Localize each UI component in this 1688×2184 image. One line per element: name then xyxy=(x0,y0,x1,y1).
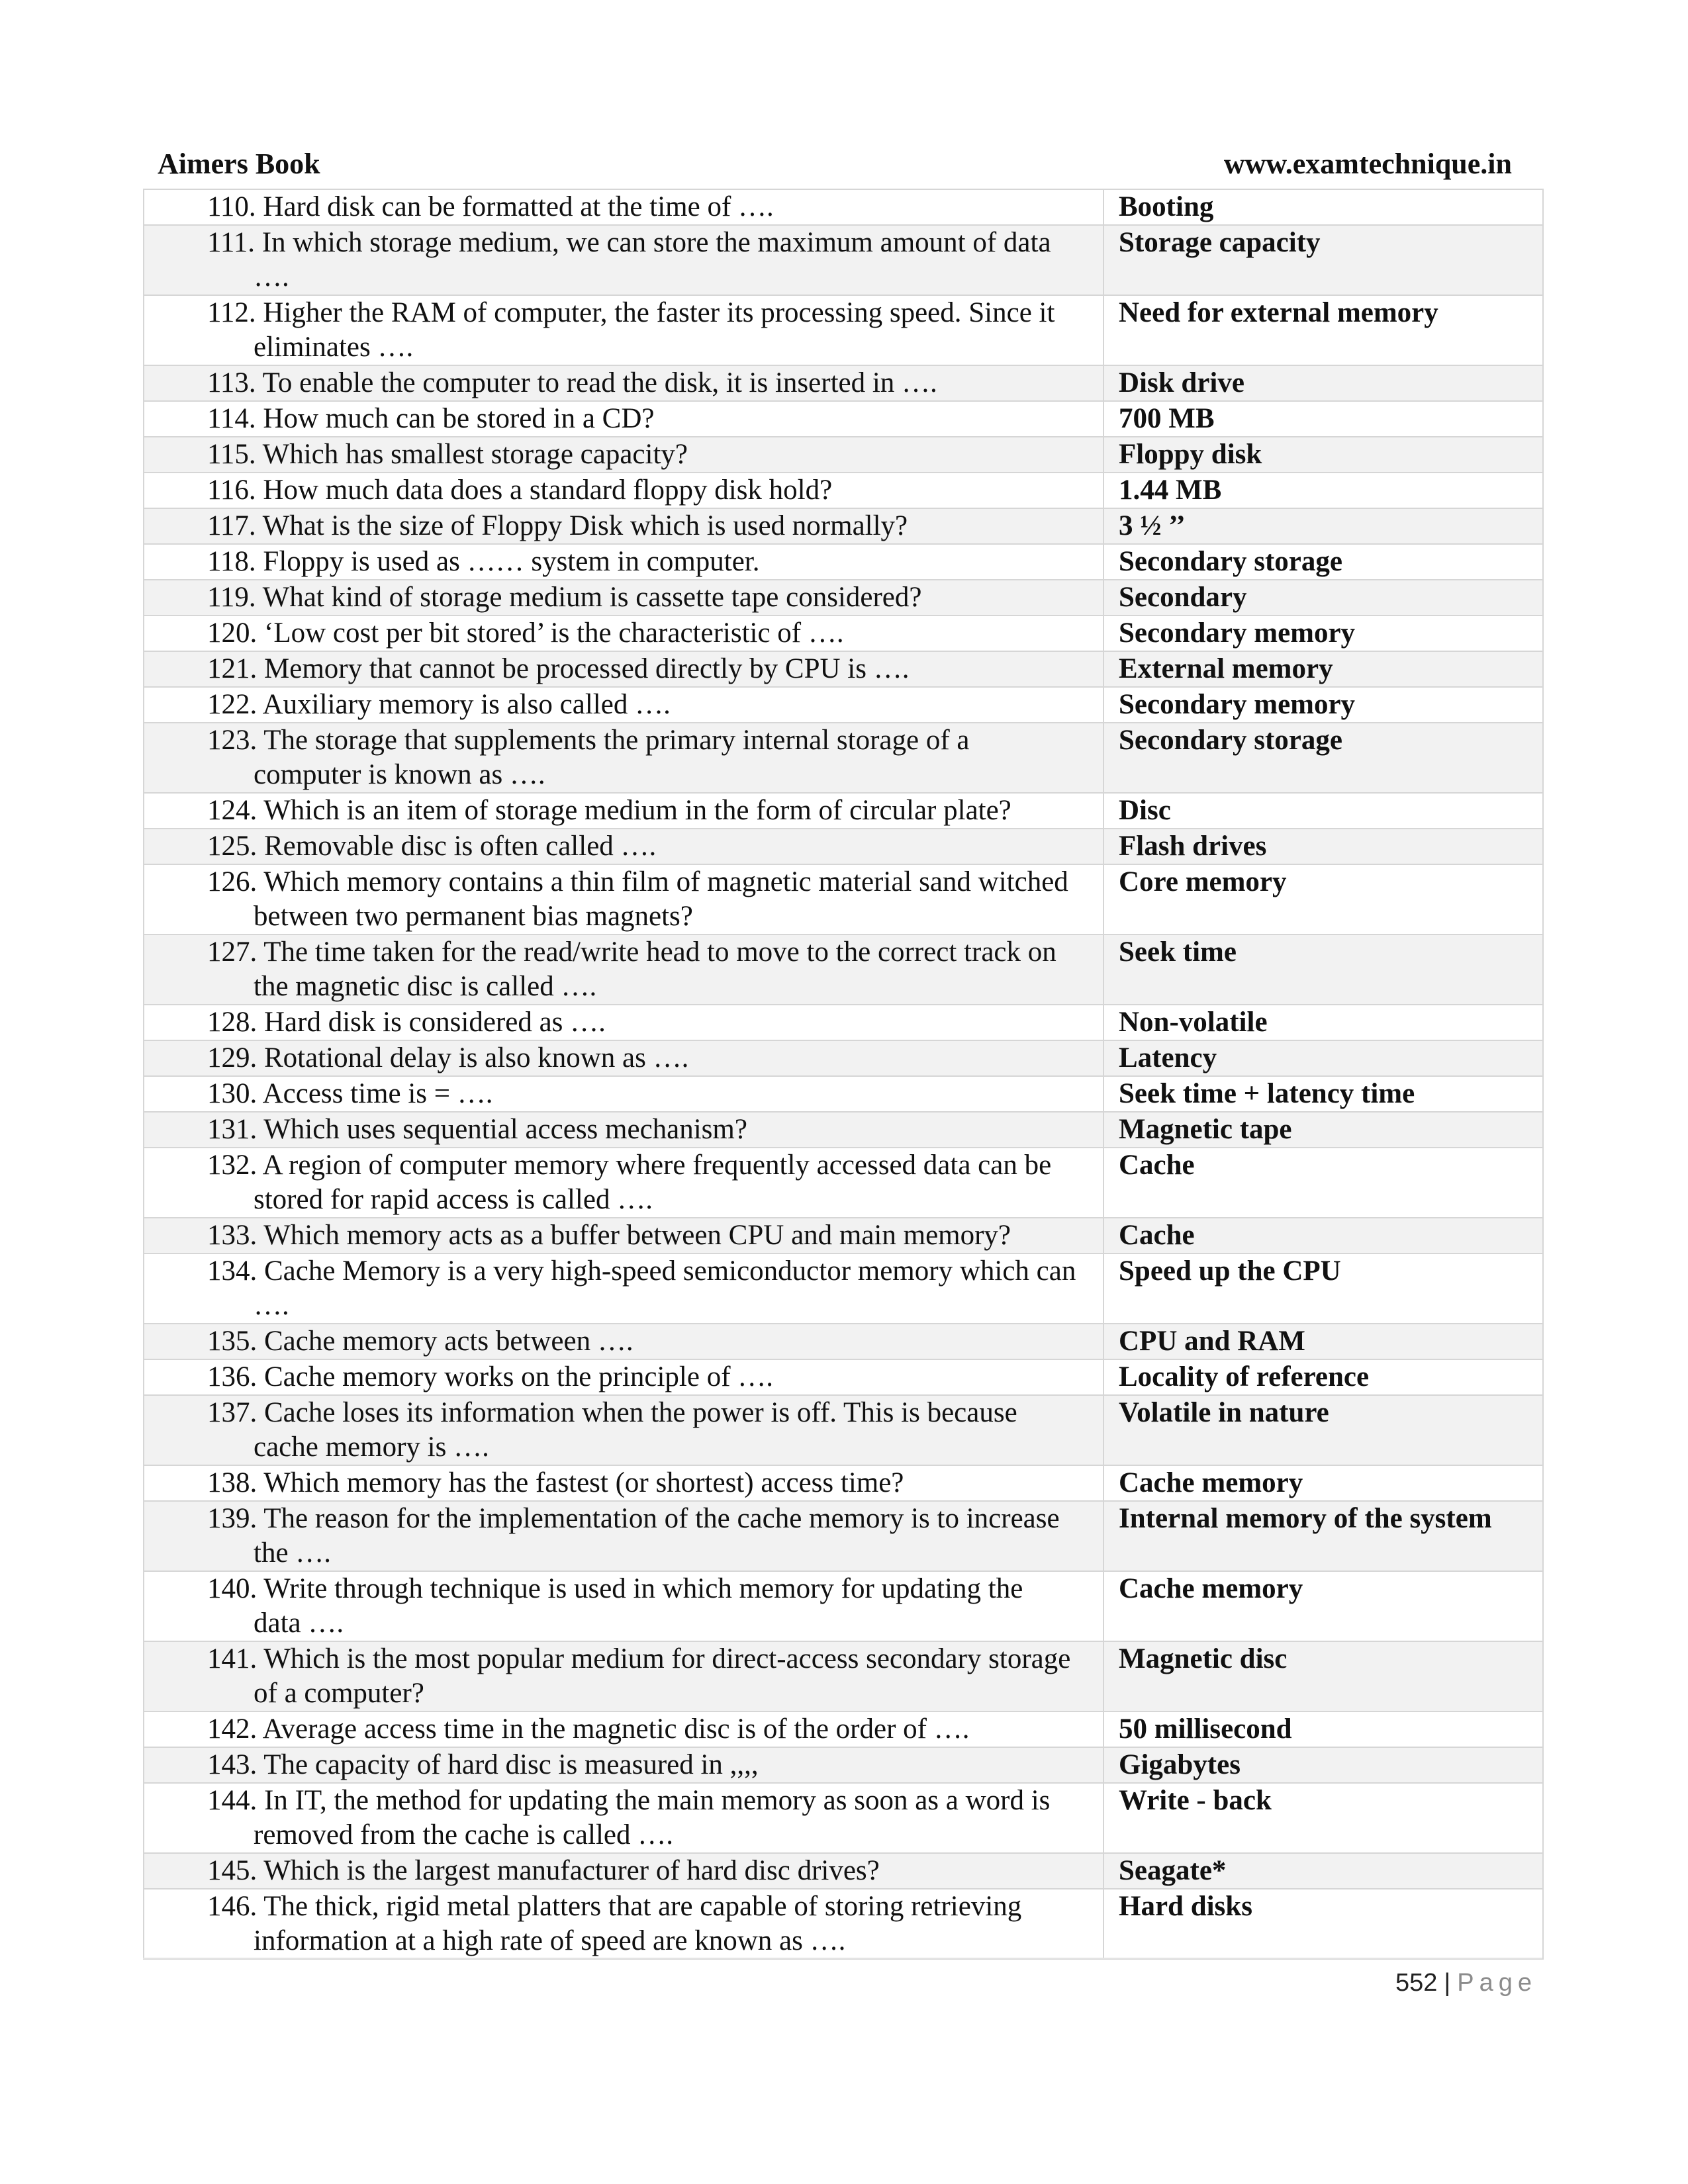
table-row xyxy=(144,1641,1543,1711)
table-row xyxy=(144,1148,1543,1218)
answer-cell: Gigabytes xyxy=(1103,1747,1543,1783)
question-cell xyxy=(144,1571,1103,1641)
answer-cell: Seek time + latency time xyxy=(1103,1076,1543,1112)
answer-cell: Booting xyxy=(1103,189,1543,225)
question-text: 133. Which memory acts as a buffer between CPU and main memory? xyxy=(207,1220,1011,1251)
website-url: www.examtechnique.in xyxy=(1223,148,1512,180)
table-row xyxy=(144,1395,1543,1465)
question-text: 145. Which is the largest manufacturer of hard disc drives? xyxy=(207,1855,880,1886)
table-row xyxy=(144,295,1543,365)
answer-cell: CPU and RAM xyxy=(1103,1324,1543,1359)
answer-cell: Flash drives xyxy=(1103,829,1543,864)
answer-cell: 50 millisecond xyxy=(1103,1711,1543,1747)
answer-cell: Secondary storage xyxy=(1103,723,1543,793)
question-cell xyxy=(144,1359,1103,1395)
table-row xyxy=(144,1324,1543,1359)
answer-cell: 700 MB xyxy=(1103,401,1543,437)
question-cell xyxy=(144,544,1103,580)
table-row xyxy=(144,1889,1543,1959)
table-row xyxy=(144,365,1543,401)
question-cell xyxy=(144,1395,1103,1465)
question-text: 125. Removable disc is often called …. xyxy=(207,831,657,862)
question-cell xyxy=(144,401,1103,437)
question-text: 142. Average access time in the magnetic disc is of the order of …. xyxy=(207,1713,970,1745)
question-text: 140. Write through technique is used in which memory for updating the data …. xyxy=(207,1573,1023,1639)
table-row xyxy=(144,1783,1543,1853)
answer-cell: Secondary xyxy=(1103,580,1543,615)
page-number: 552 xyxy=(1395,1969,1438,1997)
table-row xyxy=(144,189,1543,225)
question-text: 146. The thick, rigid metal platters that are capable of storing retrieving information at a high rate of speed are known as …. xyxy=(207,1891,1022,1956)
question-text: 141. Which is the most popular medium for direct-access secondary storage of a computer? xyxy=(207,1643,1071,1709)
question-text: 137. Cache loses its information when the power is off. This is because cache memory is …. xyxy=(207,1397,1017,1463)
question-text: 139. The reason for the implementation of the cache memory is to increase the …. xyxy=(207,1503,1060,1569)
table-row xyxy=(144,1747,1543,1783)
question-cell xyxy=(144,1501,1103,1571)
question-text: 115. Which has smallest storage capacity? xyxy=(207,439,688,470)
answer-cell: Seagate* xyxy=(1103,1853,1543,1889)
question-cell xyxy=(144,1711,1103,1747)
table-body xyxy=(144,189,1543,1959)
question-cell xyxy=(144,1005,1103,1040)
page-footer xyxy=(1395,1969,1537,1997)
answer-cell: Cache memory xyxy=(1103,1571,1543,1641)
answer-cell: Seek time xyxy=(1103,934,1543,1005)
question-text: 118. Floppy is used as …… system in computer. xyxy=(207,546,760,577)
answer-cell: Cache xyxy=(1103,1148,1543,1218)
question-cell xyxy=(144,651,1103,687)
table-row xyxy=(144,401,1543,437)
question-text: 130. Access time is = …. xyxy=(207,1078,493,1109)
answer-cell: Hard disks xyxy=(1103,1889,1543,1959)
table-row xyxy=(144,723,1543,793)
question-cell xyxy=(144,1148,1103,1218)
table-row xyxy=(144,508,1543,544)
question-text: 113. To enable the computer to read the disk, it is inserted in …. xyxy=(207,367,937,398)
question-text: 121. Memory that cannot be processed directly by CPU is …. xyxy=(207,653,910,684)
table-row xyxy=(144,829,1543,864)
table-row xyxy=(144,225,1543,295)
answer-cell: Floppy disk xyxy=(1103,437,1543,473)
answer-cell: Secondary storage xyxy=(1103,544,1543,580)
table-row xyxy=(144,1359,1543,1395)
table-row xyxy=(144,580,1543,615)
answer-cell: Secondary memory xyxy=(1103,615,1543,651)
question-cell xyxy=(144,189,1103,225)
question-cell xyxy=(144,437,1103,473)
answer-cell: Write - back xyxy=(1103,1783,1543,1853)
table-row xyxy=(144,1571,1543,1641)
answer-cell: Core memory xyxy=(1103,864,1543,934)
question-text: 124. Which is an item of storage medium in the form of circular plate? xyxy=(207,795,1011,826)
question-cell xyxy=(144,1040,1103,1076)
question-cell xyxy=(144,225,1103,295)
answer-cell: Need for external memory xyxy=(1103,295,1543,365)
table-row xyxy=(144,1005,1543,1040)
question-text: 123. The storage that supplements the primary internal storage of a computer is known as …. xyxy=(207,725,970,790)
table-row xyxy=(144,651,1543,687)
question-cell xyxy=(144,687,1103,723)
table-row xyxy=(144,1711,1543,1747)
question-text: 135. Cache memory acts between …. xyxy=(207,1326,633,1357)
question-cell xyxy=(144,1112,1103,1148)
question-text: 112. Higher the RAM of computer, the faster its processing speed. Since it eliminates …. xyxy=(207,297,1055,363)
table-row xyxy=(144,1465,1543,1501)
question-cell xyxy=(144,1324,1103,1359)
answer-cell: External memory xyxy=(1103,651,1543,687)
question-cell xyxy=(144,1253,1103,1324)
answer-cell: Internal memory of the system xyxy=(1103,1501,1543,1571)
question-text: 131. Which uses sequential access mechanism? xyxy=(207,1114,747,1145)
table-row xyxy=(144,1076,1543,1112)
question-cell xyxy=(144,1465,1103,1501)
table-row xyxy=(144,1218,1543,1253)
table-row xyxy=(144,473,1543,508)
question-cell xyxy=(144,508,1103,544)
answer-cell: Locality of reference xyxy=(1103,1359,1543,1395)
question-cell xyxy=(144,829,1103,864)
question-cell xyxy=(144,1889,1103,1959)
question-text: 134. Cache Memory is a very high-speed semiconductor memory which can …. xyxy=(207,1255,1076,1321)
answer-cell: Speed up the CPU xyxy=(1103,1253,1543,1324)
question-cell xyxy=(144,864,1103,934)
question-text: 127. The time taken for the read/write head to move to the correct track on the magnetic disc is called …. xyxy=(207,936,1056,1002)
footer-divider xyxy=(143,1958,1542,1959)
question-answer-table xyxy=(143,189,1544,1960)
answer-cell: Cache memory xyxy=(1103,1465,1543,1501)
question-text: 129. Rotational delay is also known as …. xyxy=(207,1042,689,1073)
question-text: 119. What kind of storage medium is cassette tape considered? xyxy=(207,582,922,613)
question-cell xyxy=(144,934,1103,1005)
table-row xyxy=(144,1253,1543,1324)
table-row xyxy=(144,437,1543,473)
question-text: 138. Which memory has the fastest (or shortest) access time? xyxy=(207,1467,904,1498)
page-label: Page xyxy=(1457,1969,1537,1997)
question-text: 132. A region of computer memory where frequently accessed data can be stored for rapid access is called …. xyxy=(207,1150,1052,1215)
table-row xyxy=(144,615,1543,651)
footer-separator: | xyxy=(1444,1969,1451,1997)
question-text: 116. How much data does a standard floppy disk hold? xyxy=(207,475,833,506)
book-title: Aimers Book xyxy=(158,148,320,180)
table-row xyxy=(144,1853,1543,1889)
answer-cell: Disk drive xyxy=(1103,365,1543,401)
question-text: 120. ‘Low cost per bit stored’ is the characteristic of …. xyxy=(207,617,844,649)
answer-cell: Non-volatile xyxy=(1103,1005,1543,1040)
question-text: 117. What is the size of Floppy Disk which is used normally? xyxy=(207,510,908,541)
answer-cell: Storage capacity xyxy=(1103,225,1543,295)
table-row xyxy=(144,687,1543,723)
question-cell xyxy=(144,1076,1103,1112)
answer-cell: Magnetic tape xyxy=(1103,1112,1543,1148)
question-text: 126. Which memory contains a thin film of magnetic material sand witched between two permanent bias magnets? xyxy=(207,866,1068,932)
question-text: 128. Hard disk is considered as …. xyxy=(207,1007,606,1038)
table-row xyxy=(144,793,1543,829)
table-row xyxy=(144,1040,1543,1076)
answer-cell: Magnetic disc xyxy=(1103,1641,1543,1711)
question-text: 143. The capacity of hard disc is measured in ,,,, xyxy=(207,1749,759,1780)
table-row xyxy=(144,1501,1543,1571)
question-cell xyxy=(144,1853,1103,1889)
question-cell xyxy=(144,723,1103,793)
question-text: 136. Cache memory works on the principle of …. xyxy=(207,1361,774,1392)
question-cell xyxy=(144,1641,1103,1711)
question-cell xyxy=(144,1218,1103,1253)
table-row xyxy=(144,934,1543,1005)
answer-cell: Disc xyxy=(1103,793,1543,829)
question-cell xyxy=(144,615,1103,651)
page-header xyxy=(158,147,1512,187)
question-cell xyxy=(144,580,1103,615)
question-cell xyxy=(144,295,1103,365)
question-cell xyxy=(144,793,1103,829)
answer-cell: Secondary memory xyxy=(1103,687,1543,723)
answer-cell: 1.44 MB xyxy=(1103,473,1543,508)
answer-cell: 3 ½ ’’ xyxy=(1103,508,1543,544)
question-text: 122. Auxiliary memory is also called …. xyxy=(207,689,671,720)
question-cell xyxy=(144,1747,1103,1783)
question-text: 114. How much can be stored in a CD? xyxy=(207,403,655,434)
question-text: 144. In IT, the method for updating the main memory as soon as a word is removed from the cache is called …. xyxy=(207,1785,1051,1850)
table-row xyxy=(144,864,1543,934)
question-cell xyxy=(144,473,1103,508)
question-text: 110. Hard disk can be formatted at the time of …. xyxy=(207,191,774,222)
answer-cell: Cache xyxy=(1103,1218,1543,1253)
question-text: 111. In which storage medium, we can store the maximum amount of data …. xyxy=(207,227,1051,293)
table-row xyxy=(144,1112,1543,1148)
question-cell xyxy=(144,1783,1103,1853)
answer-cell: Latency xyxy=(1103,1040,1543,1076)
table-row xyxy=(144,544,1543,580)
answer-cell: Volatile in nature xyxy=(1103,1395,1543,1465)
question-cell xyxy=(144,365,1103,401)
